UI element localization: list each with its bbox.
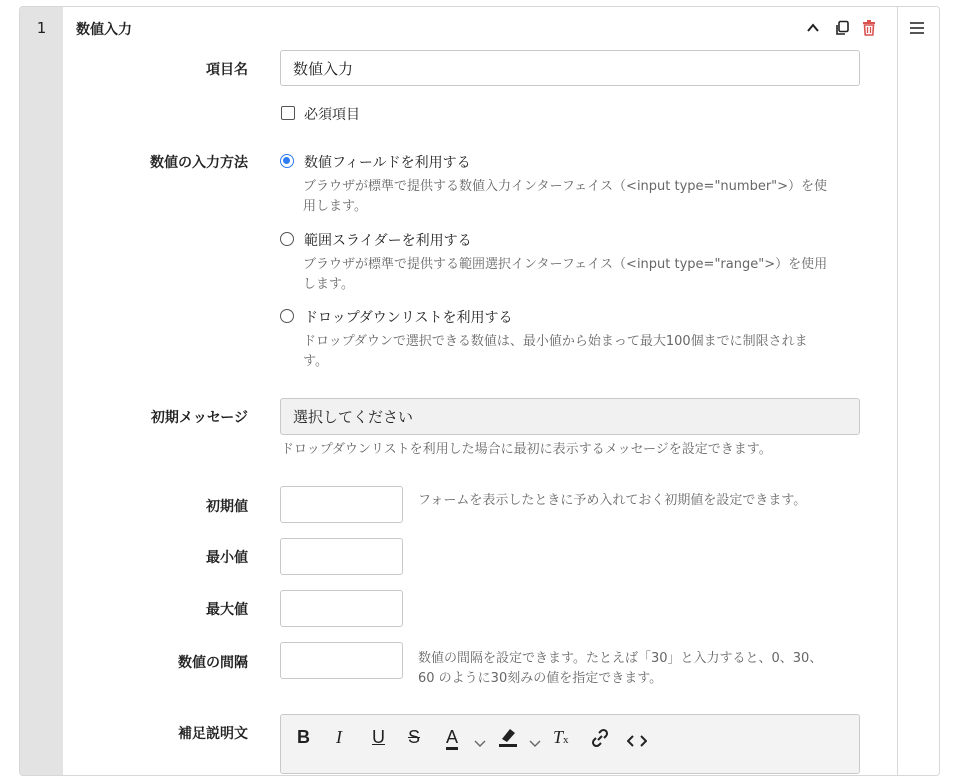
min-value-input[interactable]	[280, 538, 403, 575]
option-range-slider-label: 範囲スライダーを利用する	[304, 233, 472, 249]
option-dropdown-help-1: ドロップダウンで選択できる数値は、最小値から始まって最大100個までに制限されま	[303, 334, 808, 349]
initial-message-label: 初期メッセージ	[150, 410, 248, 426]
initial-value-label: 初期値	[206, 499, 248, 515]
code-icon[interactable]	[627, 729, 647, 753]
max-value-label: 最大値	[206, 602, 248, 618]
link-icon[interactable]	[589, 726, 611, 750]
strikethrough-icon[interactable]: S	[408, 727, 421, 747]
step-label: 数値の間隔	[178, 655, 248, 671]
chevron-down-icon[interactable]	[474, 732, 486, 756]
radio-number-field[interactable]	[280, 154, 294, 168]
bold-icon[interactable]: B	[297, 727, 310, 747]
step-input[interactable]	[280, 642, 403, 679]
copy-icon[interactable]	[834, 20, 850, 36]
option-range-slider-help-1: ブラウザが標準で提供する範囲選択インターフェイス（<input type="range">）を使用	[303, 257, 828, 272]
chevron-up-icon[interactable]	[806, 21, 820, 35]
italic-icon[interactable]: I	[336, 727, 342, 747]
required-checkbox[interactable]	[281, 106, 295, 120]
menu-icon[interactable]	[910, 22, 924, 37]
min-value-label: 最小値	[206, 550, 248, 566]
option-dropdown-help-2: す。	[303, 354, 328, 369]
step-help-2: 60 のように30刻みの値を指定できます。	[418, 671, 663, 686]
option-number-field-label: 数値フィールドを利用する	[304, 155, 471, 171]
chevron-down-icon[interactable]	[529, 732, 541, 756]
input-method-label: 数値の入力方法	[150, 155, 248, 171]
drag-handle-column	[897, 7, 939, 775]
option-number-field-help-1: ブラウザが標準で提供する数値入力インターフェイス（<input type="number">）を使	[303, 179, 828, 194]
item-name-input[interactable]: 数値入力	[280, 50, 860, 86]
initial-value-input[interactable]	[280, 486, 403, 523]
field-editor-panel	[19, 6, 940, 776]
max-value-input[interactable]	[280, 590, 403, 627]
initial-message-input[interactable]: 選択してください	[280, 398, 860, 435]
option-range-slider-help-2: します。	[303, 277, 354, 292]
text-color-icon[interactable]: A	[446, 725, 458, 749]
rich-text-toolbar	[280, 714, 860, 774]
option-number-field-help-2: 用します。	[303, 199, 367, 214]
required-label: 必須項目	[304, 107, 360, 123]
option-dropdown-label: ドロップダウンリストを利用する	[304, 310, 513, 326]
field-title: 数値入力	[76, 22, 132, 38]
radio-dropdown[interactable]	[280, 309, 294, 323]
underline-icon[interactable]: U	[372, 727, 385, 747]
step-help-1: 数値の間隔を設定できます。たとえば「30」と入力すると、0、30、	[418, 651, 823, 666]
note-label: 補足説明文	[178, 726, 248, 742]
initial-message-help: ドロップダウンリストを利用した場合に最初に表示するメッセージを設定できます。	[281, 442, 772, 457]
item-name-label: 項目名	[206, 62, 248, 78]
radio-range-slider[interactable]	[280, 232, 294, 246]
trash-icon[interactable]	[862, 20, 876, 36]
initial-value-help: フォームを表示したときに予め入れておく初期値を設定できます。	[418, 493, 807, 508]
highlight-icon[interactable]	[496, 725, 520, 749]
clear-format-icon[interactable]: Tx	[553, 727, 569, 747]
field-number: 1	[36, 19, 47, 37]
